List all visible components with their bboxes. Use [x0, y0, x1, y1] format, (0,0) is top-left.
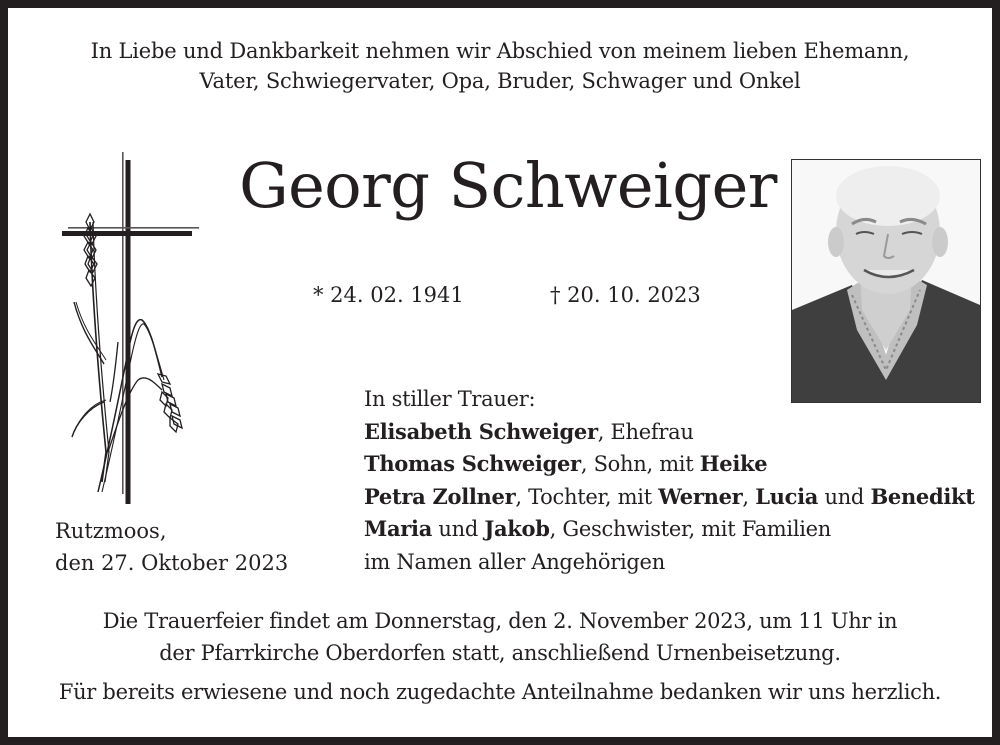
mourner-name: Maria — [364, 516, 433, 541]
separator: und — [818, 484, 871, 509]
mourner-relation: , Geschwister, mit Familien — [549, 517, 832, 541]
place: Rutzmoos, — [55, 519, 167, 543]
place-and-date — [55, 515, 288, 579]
thanks-text: Für bereits erwiesene und noch zugedachte Anteilnahme bedanken wir uns herzlich. — [58, 680, 942, 704]
mourner-name: Heike — [699, 451, 768, 476]
mourner-name: Lucia — [755, 483, 819, 509]
intro-text — [0, 36, 1000, 96]
intro-line-2: Vater, Schwiegervater, Opa, Bruder, Schwager und Onkel — [199, 69, 801, 93]
mourner-name: Jakob — [484, 516, 550, 541]
mourner-name: Thomas Schweiger — [364, 451, 581, 476]
mourners-list — [364, 383, 975, 578]
date-written: den 27. Oktober 2023 — [55, 551, 289, 575]
mourner-name: Werner — [658, 483, 743, 509]
separator: und — [432, 517, 485, 541]
separator: , — [742, 484, 756, 509]
intro-line-1: In Liebe und Dankbarkeit nehmen wir Abschied von meinem lieben Ehemann, — [90, 39, 910, 63]
mourner-relation: , Tochter, mit — [515, 484, 659, 509]
mourner-name: Benedikt — [870, 483, 975, 509]
mourner-relation: , Ehefrau — [597, 419, 694, 444]
portrait-photo — [791, 159, 981, 403]
mourner-line — [364, 481, 975, 514]
birth-date: * 24. 02. 1941 — [313, 283, 464, 307]
mourners-closing: im Namen aller Angehörigen — [364, 549, 665, 574]
mourner-line — [364, 448, 975, 481]
mourner-name: Petra Zollner — [364, 483, 516, 509]
deceased-name: Georg Schweiger — [239, 149, 777, 222]
death-date: † 20. 10. 2023 — [550, 283, 701, 307]
mourner-line — [364, 416, 975, 449]
service-info — [0, 605, 1000, 669]
mourner-name: Elisabeth Schweiger — [364, 418, 598, 444]
cross-with-wheat-icon — [58, 152, 203, 507]
service-line-1: Die Trauerfeier findet am Donnerstag, den 2. November 2023, um 11 Uhr in — [102, 609, 898, 633]
service-line-2: der Pfarrkirche Oberdorfen statt, anschließend Urnenbeisetzung. — [159, 641, 841, 665]
mourner-line — [364, 513, 975, 546]
mourners-heading: In stiller Trauer: — [364, 387, 536, 411]
mourner-relation: , Sohn, mit — [580, 452, 700, 476]
